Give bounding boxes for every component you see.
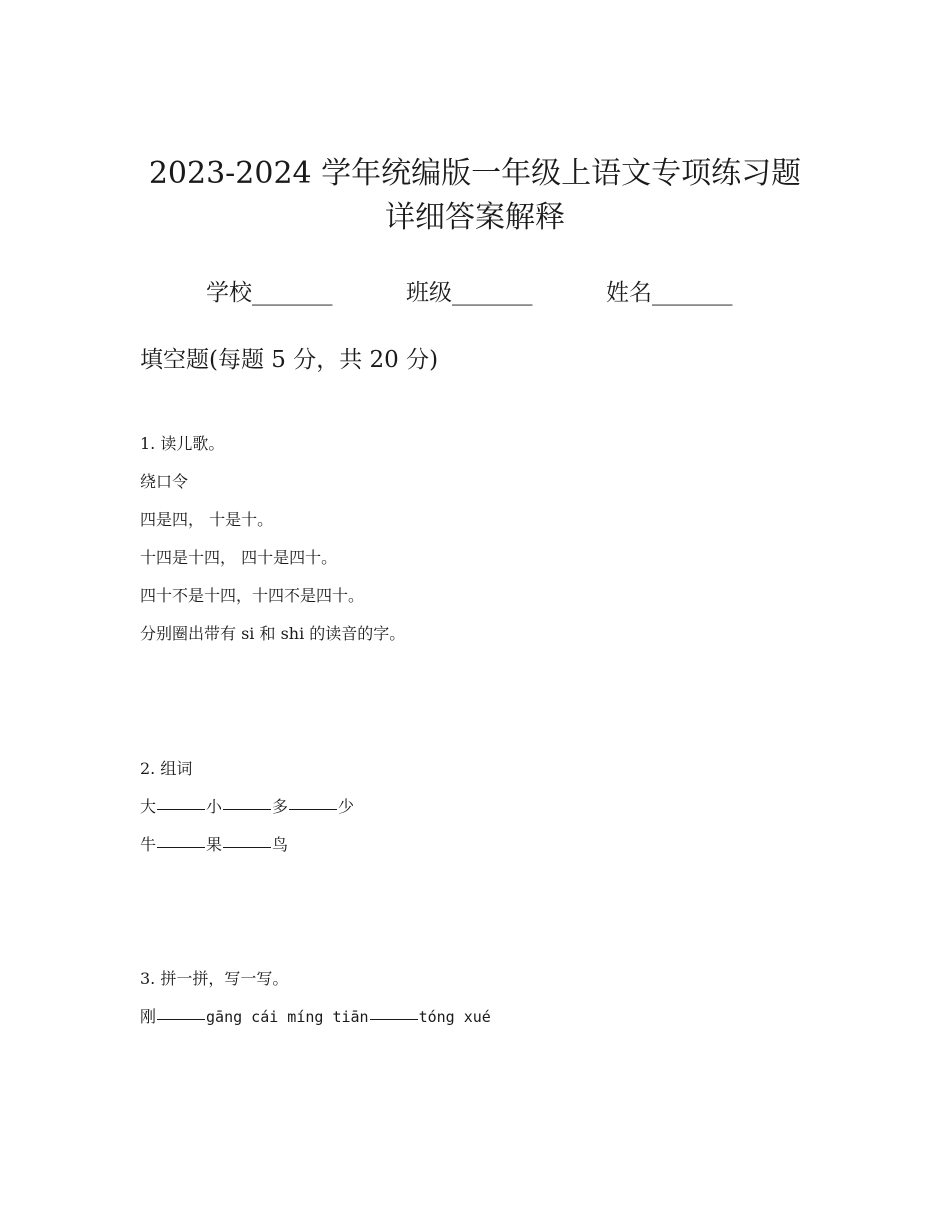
q3-pinyin: tóng xué <box>418 1008 491 1026</box>
answer-blank[interactable] <box>157 1018 205 1020</box>
doc-title-line1: 2023-2024 学年统编版一年级上语文专项练习题 <box>148 156 802 191</box>
answer-blank[interactable] <box>370 1018 418 1020</box>
q1-title: 1. 读儿歌。 <box>140 434 225 453</box>
section-heading: 填空题(每题 5 分，共 20 分) <box>140 347 439 373</box>
answer-blank[interactable] <box>223 808 271 810</box>
q2-title: 2. 组词 <box>140 759 193 778</box>
q2-char: 鸟 <box>272 835 289 854</box>
q2-char: 大 <box>140 797 157 816</box>
q2-row2 <box>140 833 288 857</box>
q3-char: 刚 <box>140 1007 157 1026</box>
q2-char: 多 <box>272 797 289 816</box>
name-field[interactable]: 姓名_______ <box>606 280 733 306</box>
q2-char: 牛 <box>140 835 157 854</box>
answer-blank[interactable] <box>157 808 205 810</box>
q2-row1 <box>140 795 354 819</box>
q1-line: 四是四， 十是十。 <box>140 510 274 529</box>
answer-blank[interactable] <box>223 846 271 848</box>
q3-title: 3. 拼一拼，写一写。 <box>140 969 289 988</box>
answer-blank[interactable] <box>157 846 205 848</box>
doc-title-line2: 详细答案解释 <box>385 200 565 235</box>
q1-line: 绕口令 <box>140 472 189 491</box>
q3-row <box>140 1005 491 1029</box>
school-field[interactable]: 学校_______ <box>206 280 333 306</box>
q2-char: 小 <box>206 797 223 816</box>
q2-char: 果 <box>206 835 223 854</box>
class-field[interactable]: 班级_______ <box>406 280 533 306</box>
answer-blank[interactable] <box>289 808 337 810</box>
q1-line: 十四是十四， 四十是四十。 <box>140 548 338 567</box>
q3-pinyin: gāng cái míng tiān <box>206 1008 369 1026</box>
q2-char: 少 <box>338 797 355 816</box>
q1-line: 四十不是十四，十四不是四十。 <box>140 586 365 605</box>
q1-instruction: 分别圈出带有 si 和 shi 的读音的字。 <box>140 624 406 643</box>
